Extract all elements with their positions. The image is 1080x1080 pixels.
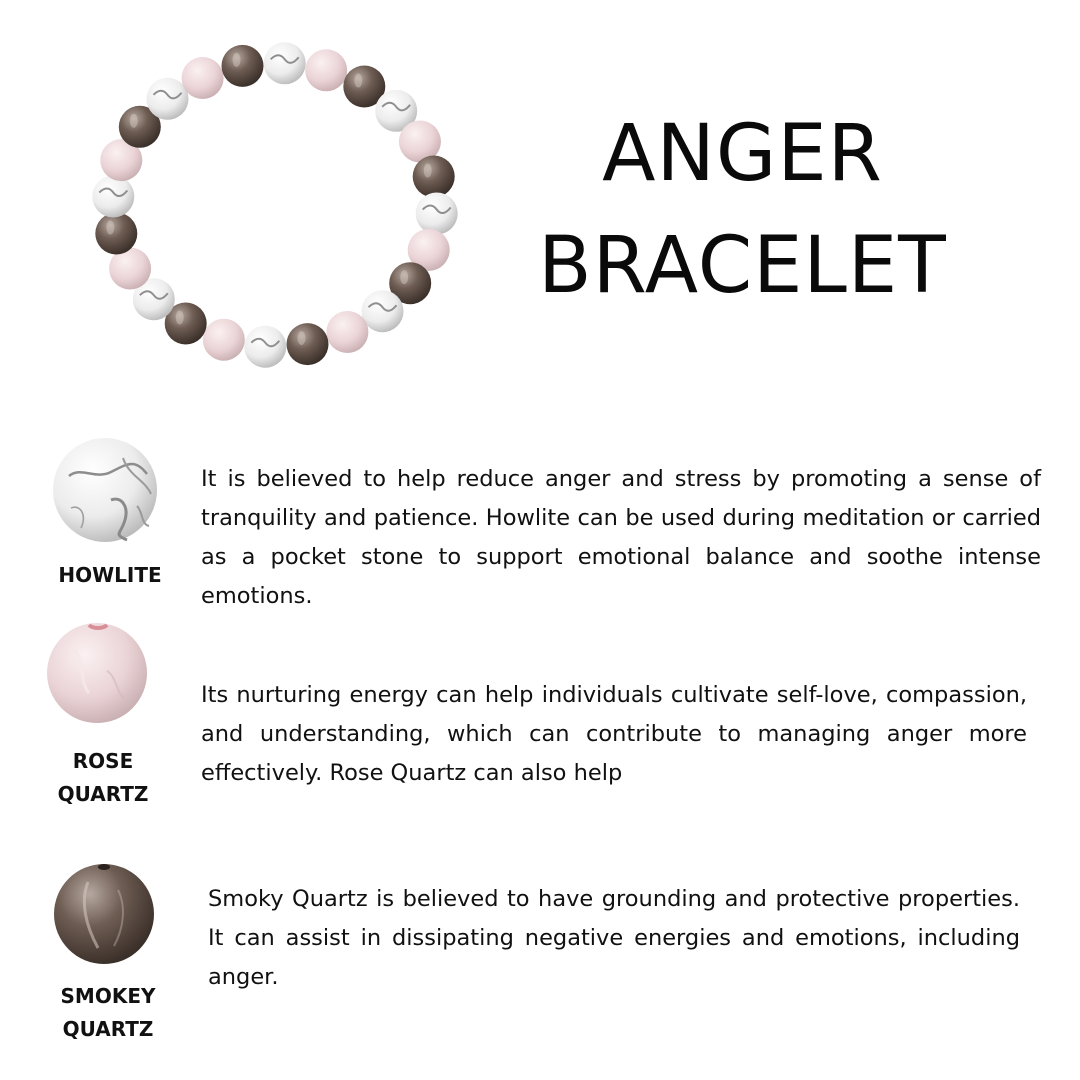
- howlite-bead: [264, 42, 306, 84]
- rose-bead: [182, 57, 224, 99]
- stone-name-line: HOWLITE: [58, 563, 162, 587]
- howlite-bead: [362, 290, 404, 332]
- smoky-bead: [222, 45, 264, 87]
- stone-description-smoky-quartz: Smoky Quartz is believed to have grounding and protective properties. It can assist in dissipating negative energies and emotions, including anger.: [208, 886, 1020, 990]
- howlite-stone-icon: [51, 436, 159, 544]
- page-title: [500, 98, 985, 322]
- stone-name-smoky-quartz: [28, 980, 188, 1046]
- title-line-1: ANGER: [602, 109, 883, 199]
- title-line-2: BRACELET: [538, 221, 947, 311]
- howlite-bead: [416, 193, 458, 235]
- howlite-bead: [244, 326, 286, 368]
- smoky-bead: [95, 213, 137, 255]
- bracelet-image: [0, 0, 560, 400]
- stone-description-howlite: It is believed to help reduce anger and stress by promoting a sense of tranquility and patience. Howlite can be used during meditation or carried as a pocket stone to support emotional balance and soothe intense emotions.: [201, 466, 1041, 609]
- rose-bead: [326, 311, 368, 353]
- stone-name-rose-quartz: [23, 745, 183, 811]
- stone-description-rose-quartz: Its nurturing energy can help individuals cultivate self-love, compassion, and understanding, which can contribute to managing anger more effectively. Rose Quartz can also help: [201, 682, 1027, 786]
- stone-name-howlite: [30, 559, 190, 592]
- rose-bead: [305, 49, 347, 91]
- howlite-bead: [92, 176, 134, 218]
- stone-name-line: ROSE: [72, 749, 134, 773]
- smoky-bead: [413, 156, 455, 198]
- stone-name-line: SMOKEY: [60, 984, 156, 1008]
- rose-quartz-stone-icon: [45, 621, 149, 725]
- smoky-quartz-stone-icon: [52, 862, 156, 966]
- stone-name-line: QUARTZ: [57, 782, 149, 806]
- howlite-bead: [147, 78, 189, 120]
- stone-name-line: QUARTZ: [62, 1017, 154, 1041]
- rose-bead: [203, 319, 245, 361]
- smoky-bead: [287, 323, 329, 365]
